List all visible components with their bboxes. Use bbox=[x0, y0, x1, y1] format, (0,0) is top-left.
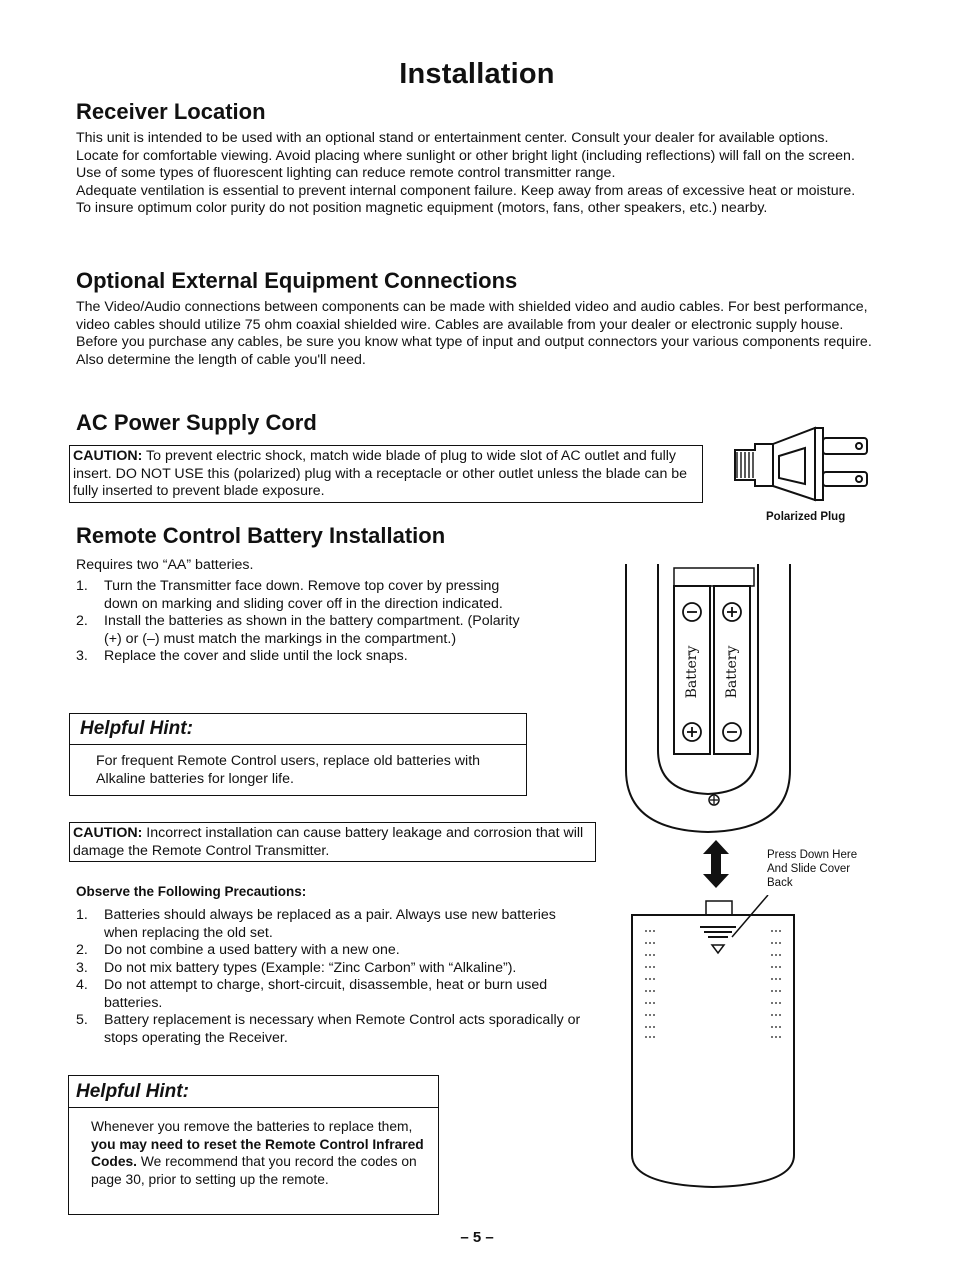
step-text: Turn the Transmitter face down. Remove top cover by pressing down on marking and sliding cover off in the direction indicated. bbox=[104, 578, 503, 612]
receiver-location-heading: Receiver Location bbox=[76, 99, 266, 124]
optional-connections-section bbox=[76, 268, 884, 369]
step-number: 2. bbox=[76, 613, 88, 629]
battery-compartment-illustration bbox=[618, 560, 798, 840]
item-number: 2. bbox=[76, 942, 88, 958]
list-item bbox=[76, 907, 588, 942]
list-item bbox=[76, 1012, 588, 1047]
item-text: Batteries should always be replaced as a pair. Always use new batteries when replacing the old set. bbox=[104, 907, 556, 941]
item-number: 4. bbox=[76, 977, 88, 993]
receiver-location-paragraph: Locate for comfortable viewing. Avoid placing where sunlight or other bright light (including reflections) will fall on the screen. bbox=[76, 147, 855, 164]
battery-caution-box bbox=[69, 822, 596, 862]
caution-text: Incorrect installation can cause battery leakage and corrosion that will damage the Remote Control Transmitter. bbox=[73, 825, 584, 859]
list-item bbox=[76, 960, 588, 978]
receiver-location-paragraph: To insure optimum color purity do not position magnetic equipment (motors, fans, other speakers, etc.) nearby. bbox=[76, 200, 768, 216]
optional-connections-heading: Optional External Equipment Connections bbox=[76, 268, 518, 293]
item-text: Do not mix battery types (Example: “Zinc Carbon” with “Alkaline”). bbox=[104, 959, 517, 976]
battery-intro: Requires two “AA” batteries. bbox=[76, 557, 254, 573]
receiver-location-paragraph: This unit is intended to be used with an optional stand or entertainment center. Consult your dealer for available options. bbox=[76, 130, 829, 146]
helpful-hint-text bbox=[69, 1108, 438, 1188]
item-number: 1. bbox=[76, 907, 88, 923]
page-title: Installation bbox=[399, 58, 555, 90]
helpful-hint-text: For frequent Remote Control users, replace old batteries with Alkaline batteries for longer life. bbox=[96, 753, 481, 787]
optional-connections-paragraph: Before you purchase any cables, be sure you know what type of input and output connectors your various components require. Also determine the length of cable you'll need. bbox=[76, 334, 872, 368]
hint-text-part: We recommend that you record the codes on page 30, prior to setting up the remote. bbox=[91, 1154, 417, 1187]
receiver-location-section bbox=[76, 99, 884, 218]
ac-power-caution-box bbox=[69, 445, 703, 503]
helpful-hint-box-1 bbox=[69, 713, 527, 796]
remote-back-cover-illustration bbox=[628, 895, 798, 1195]
battery-label: Battery bbox=[684, 645, 700, 699]
item-text: Do not attempt to charge, short-circuit, disassemble, heat or burn used batteries. bbox=[104, 977, 548, 1011]
item-number: 5. bbox=[76, 1012, 88, 1028]
caution-text: To prevent electric shock, match wide blade of plug to wide slot of AC outlet and fully insert. DO NOT USE this (polarized) plug with a receptacle or other outlet unless the blade can be fully inserted to prevent blade exposure. bbox=[73, 448, 688, 499]
list-item bbox=[76, 578, 524, 613]
battery-heading: Remote Control Battery Installation bbox=[76, 523, 446, 548]
receiver-location-paragraph: Use of some types of fluorescent lighting can reduce remote control transmitter range. bbox=[76, 165, 616, 181]
list-item bbox=[76, 942, 588, 960]
list-item bbox=[76, 977, 588, 1012]
item-text: Battery replacement is necessary when Remote Control acts sporadically or stops operating the Receiver. bbox=[104, 1012, 581, 1046]
polarized-plug-illustration bbox=[725, 420, 885, 508]
precautions-list bbox=[76, 907, 588, 1047]
plug-caption: Polarized Plug bbox=[766, 511, 846, 523]
ac-power-heading: AC Power Supply Cord bbox=[76, 410, 317, 435]
step-number: 1. bbox=[76, 578, 88, 594]
hint-text-part: Whenever you remove the batteries to replace them, bbox=[91, 1119, 413, 1134]
helpful-hint-box-2 bbox=[68, 1075, 439, 1215]
helpful-hint-title: Helpful Hint: bbox=[80, 718, 193, 739]
helpful-hint-title: Helpful Hint: bbox=[76, 1081, 189, 1102]
caution-label: CAUTION: bbox=[73, 448, 143, 464]
item-text: Do not combine a used battery with a new one. bbox=[104, 942, 400, 958]
list-item bbox=[76, 613, 524, 648]
list-item bbox=[76, 648, 524, 666]
hint-text-bold: you may need to reset the Remote Control Infrared Codes. bbox=[91, 1136, 424, 1169]
precautions-heading: Observe the Following Precautions: bbox=[76, 884, 307, 899]
caution-label: CAUTION: bbox=[73, 825, 143, 841]
step-text: Install the batteries as shown in the battery compartment. (Polarity (+) or (–) must match the markings in the compartment.) bbox=[104, 613, 520, 647]
item-number: 3. bbox=[76, 959, 88, 976]
optional-connections-paragraph: The Video/Audio connections between components can be made with shielded video and audio cables. For best performance, video cables should utilize 75 ohm coaxial shielded wire. Cables are available from your dealer or electronic supply house. bbox=[76, 299, 868, 333]
battery-label: Battery bbox=[724, 645, 740, 699]
step-number: 3. bbox=[76, 648, 88, 664]
slide-arrow-icon bbox=[701, 838, 731, 890]
receiver-location-paragraph: Adequate ventilation is essential to prevent internal component failure. Keep away from areas of excessive heat or moisture. bbox=[76, 182, 856, 199]
battery-steps-list bbox=[76, 578, 524, 666]
cover-instruction: Press Down Here And Slide Cover Back bbox=[767, 849, 858, 889]
step-text: Replace the cover and slide until the lock snaps. bbox=[104, 648, 408, 664]
page-number: – 5 – bbox=[460, 1229, 494, 1246]
